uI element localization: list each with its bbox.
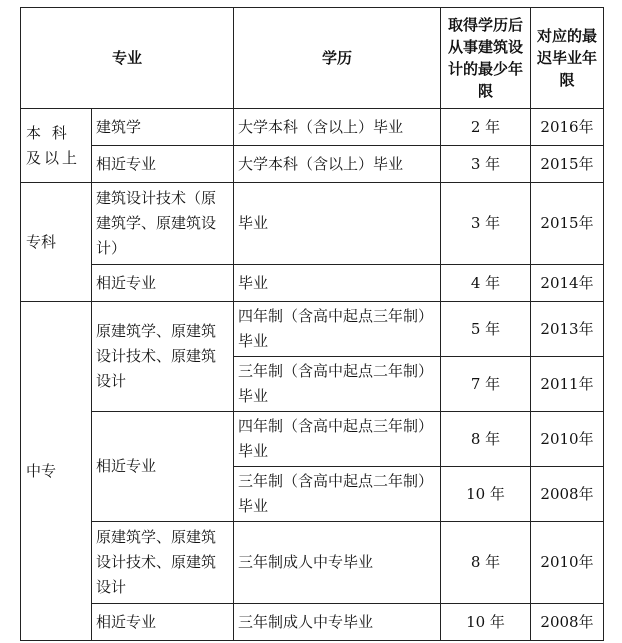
- table-row: [21, 265, 604, 302]
- major-cell: 原建筑学、原建筑设计技术、原建筑设计: [92, 522, 234, 604]
- level-cell-bachelor: 本 科及以上: [21, 109, 92, 183]
- major-cell: 相近专业: [92, 146, 234, 183]
- year-cell: 2011年: [531, 357, 604, 412]
- years-cell: 10 年: [441, 604, 531, 641]
- level-cell-college: 专科: [21, 183, 92, 302]
- table-row: [21, 412, 604, 467]
- education-cell: 大学本科（含以上）毕业: [234, 146, 441, 183]
- requirements-table: [20, 7, 604, 641]
- table-row: [21, 522, 604, 604]
- major-cell: 相近专业: [92, 604, 234, 641]
- years-cell: 2 年: [441, 109, 531, 146]
- education-cell: 三年制成人中专毕业: [234, 522, 441, 604]
- year-cell: 2015年: [531, 146, 604, 183]
- years-cell: 10 年: [441, 467, 531, 522]
- education-cell: 三年制（含高中起点二年制）毕业: [234, 357, 441, 412]
- education-cell: 四年制（含高中起点三年制）毕业: [234, 412, 441, 467]
- header-latest-year: 对应的最迟毕业年限: [531, 8, 604, 109]
- header-major: 专业: [21, 8, 234, 109]
- education-cell: 毕业: [234, 265, 441, 302]
- year-cell: 2014年: [531, 265, 604, 302]
- years-cell: 8 年: [441, 522, 531, 604]
- year-cell: 2013年: [531, 302, 604, 357]
- major-cell: 建筑设计技术（原建筑学、原建筑设计）: [92, 183, 234, 265]
- header-row: [21, 8, 604, 109]
- years-cell: 4 年: [441, 265, 531, 302]
- header-min-years: 取得学历后从事建筑设计的最少年限: [441, 8, 531, 109]
- education-cell: 大学本科（含以上）毕业: [234, 109, 441, 146]
- table-row: [21, 146, 604, 183]
- education-cell: 三年制（含高中起点二年制）毕业: [234, 467, 441, 522]
- years-cell: 5 年: [441, 302, 531, 357]
- year-cell: 2008年: [531, 467, 604, 522]
- level-cell-secondary: 中专: [21, 302, 92, 641]
- education-cell: 三年制成人中专毕业: [234, 604, 441, 641]
- major-cell: 相近专业: [92, 412, 234, 522]
- table-row: [21, 109, 604, 146]
- major-cell: 相近专业: [92, 265, 234, 302]
- table-row: [21, 183, 604, 265]
- major-cell: 建筑学: [92, 109, 234, 146]
- table-row: [21, 604, 604, 641]
- year-cell: 2010年: [531, 522, 604, 604]
- year-cell: 2008年: [531, 604, 604, 641]
- education-cell: 四年制（含高中起点三年制）毕业: [234, 302, 441, 357]
- major-cell: 原建筑学、原建筑设计技术、原建筑设计: [92, 302, 234, 412]
- year-cell: 2010年: [531, 412, 604, 467]
- education-cell: 毕业: [234, 183, 441, 265]
- header-education: 学历: [234, 8, 441, 109]
- years-cell: 3 年: [441, 183, 531, 265]
- years-cell: 3 年: [441, 146, 531, 183]
- table-row: [21, 302, 604, 357]
- years-cell: 8 年: [441, 412, 531, 467]
- years-cell: 7 年: [441, 357, 531, 412]
- year-cell: 2015年: [531, 183, 604, 265]
- year-cell: 2016年: [531, 109, 604, 146]
